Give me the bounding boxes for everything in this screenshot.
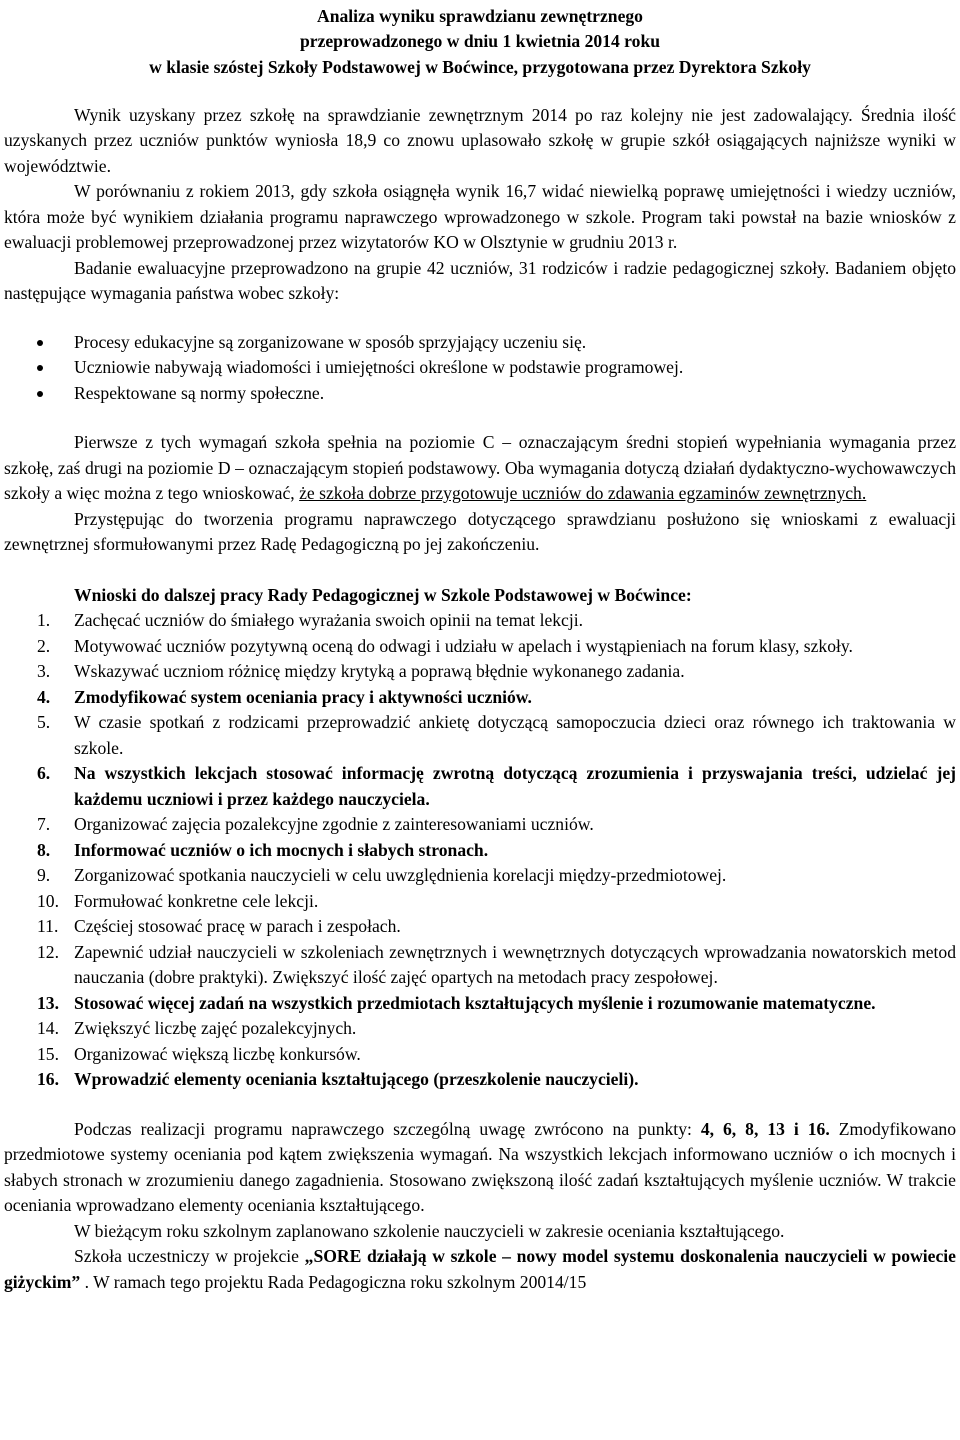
- intro-paragraph-1: Wynik uzyskany przez szkołę na sprawdzianie zewnętrznym 2014 po raz kolejny nie jest zadowalający. Średnia ilość uzyskanych przez uczniów punktów wyniosła 18,9 co znowu uplasowało szkołę w grupie szkół osiągających najniższe wyniki w województwie.: [4, 104, 956, 176]
- conclusion-text: Zmodyfikować system oceniania pracy i aktywności uczniów.: [74, 686, 532, 707]
- conclusion-number: 16.: [37, 1069, 59, 1090]
- conclusion-number: 10.: [37, 890, 59, 911]
- conclusion-item: [4, 710, 956, 761]
- bullet-icon: [37, 391, 43, 397]
- conclusion-item: [4, 608, 956, 634]
- conclusion-item: [4, 761, 956, 812]
- conclusion-number: 8.: [37, 839, 51, 860]
- conclusion-text: Wprowadzić elementy oceniania kształtującego (przeszkolenie nauczycieli).: [74, 1069, 639, 1090]
- conclusion-number: 11.: [37, 916, 59, 937]
- project-name: „SORE działają w szkole – nowy model systemu doskonalenia nauczycieli w powiecie giżyckim”: [4, 1246, 956, 1292]
- conclusion-item: [4, 914, 956, 940]
- conclusion-number: 12.: [37, 941, 59, 962]
- conclusion-item: [4, 1042, 956, 1068]
- conclusion-text: Organizować większą liczbę konkursów.: [74, 1043, 361, 1064]
- analysis-paragraph-1: Pierwsze z tych wymagań szkoła spełnia na poziomie C – oznaczającym średni stopień wypełniania wymagania przez szkołę, zaś drugi na poziomie D – oznaczającym stopień podstawowy. Oba wymagania dotyczą działań dydaktyczno-wychowawczych szkoły a więc można z tego wnioskować, że szkoła dobrze przygotowuje uczniów do zdawania egzaminów zewnętrznych.: [4, 432, 956, 504]
- conclusion-text: Motywować uczniów pozytywną oceną do odwagi i udziału w apelach i wystąpieniach na forum klasy, szkoły.: [74, 635, 853, 656]
- conclusion-number: 9.: [37, 865, 51, 886]
- document-title: [4, 0, 956, 80]
- conclusion-text: Zwiększyć liczbę zajęć pozalekcyjnych.: [74, 1018, 357, 1039]
- conclusion-item: [4, 634, 956, 660]
- requirement-item: Uczniowie nabywają wiadomości i umiejętności określone w podstawie programowej.: [4, 355, 956, 381]
- conclusion-item: [4, 685, 956, 711]
- conclusion-item: [4, 812, 956, 838]
- conclusion-text: Formułować konkretne cele lekcji.: [74, 890, 319, 911]
- intro-paragraph-3: Badanie ewaluacyjne przeprowadzono na grupie 42 uczniów, 31 rodziców i radzie pedagogicznej szkoły. Badaniem objęto następujące wymagania państwa wobec szkoły:: [4, 257, 956, 304]
- conclusion-text: Częściej stosować pracę w parach i zespołach.: [74, 916, 401, 937]
- title-line-1: Analiza wyniku sprawdzianu zewnętrznego: [317, 6, 643, 26]
- conclusion-number: 1.: [37, 610, 51, 631]
- conclusion-number: 6.: [37, 763, 51, 784]
- underlined-conclusion: że szkoła dobrze przygotowuje uczniów do zdawania egzaminów zewnętrznych.: [299, 483, 867, 504]
- conclusions-list: [4, 608, 956, 1093]
- summary-paragraph-2: W bieżącym roku szkolnym zaplanowano szkolenie nauczycieli w zakresie oceniania kształtującego.: [74, 1220, 785, 1241]
- requirement-item: Respektowane są normy społeczne.: [4, 381, 956, 407]
- conclusion-text: Stosować więcej zadań na wszystkich przedmiotach kształtujących myślenie i rozumowanie matematyczne.: [74, 992, 876, 1013]
- bullet-icon: [37, 365, 43, 371]
- conclusion-item: [4, 1016, 956, 1042]
- summary-paragraph-3: Szkoła uczestniczy w projekcie „SORE działają w szkole – nowy model systemu doskonalenia nauczycieli w powiecie giżyckim” . W ramach tego projektu Rada Pedagogiczna roku szkolnym 20014/15: [4, 1246, 956, 1292]
- conclusion-number: 4.: [37, 686, 51, 707]
- title-line-3: w klasie szóstej Szkoły Podstawowej w Boćwince, przygotowana przez Dyrektora Szkoły: [149, 56, 811, 77]
- bullet-icon: [37, 340, 43, 346]
- conclusion-number: 15.: [37, 1043, 59, 1064]
- conclusion-item: [4, 1067, 956, 1093]
- conclusion-text: Organizować zajęcia pozalekcyjne zgodnie z zainteresowaniami uczniów.: [74, 814, 594, 835]
- conclusion-number: 7.: [37, 814, 51, 835]
- conclusion-item: [4, 838, 956, 864]
- conclusion-text: Na wszystkich lekcjach stosować informację zwrotną dotyczącą zrozumienia i przyswajania treści, udzielać jej każdemu uczniowi i przez każdego nauczyciela.: [74, 763, 956, 809]
- analysis-paragraph-2: Przystępując do tworzenia programu naprawczego dotyczącego sprawdzianu posłużono się wnioskami z ewaluacji zewnętrznej sformułowanymi przez Radę Pedagogiczną po jej zakończeniu.: [4, 508, 956, 555]
- conclusion-item: [4, 940, 956, 991]
- conclusion-item: [4, 889, 956, 915]
- summary-paragraph-1: Podczas realizacji programu naprawczego szczególną uwagę zwrócono na punkty: 4, 6, 8, 13 i 16. Zmodyfikowano przedmiotowe systemy oceniania pod kątem zwiększenia wymagań. Na wszystkich lekcjach informowano uczniów o ich mocnych i słabych stronach w zrozumieniu danego zagadnienia. Stosowano zwiększoną ilość zadań kształtujących myślenie uczniów. W trakcie oceniania wprowadzano elementy oceniania kształtującego.: [4, 1118, 956, 1216]
- conclusion-text: Zapewnić udział nauczycieli w szkoleniach zewnętrznych i wewnętrznych dotyczących wprowadzania nowatorskich metod nauczania (dobre praktyki). Zwiększyć ilość zajęć opartych na metodach pracy zespołowej.: [74, 941, 956, 988]
- conclusion-text: Zorganizować spotkania nauczycieli w celu uwzględnienia korelacji między-przedmiotowej.: [74, 865, 727, 886]
- highlighted-points: 4, 6, 8, 13 i 16.: [700, 1118, 830, 1139]
- conclusion-number: 13.: [37, 992, 59, 1013]
- conclusions-heading: Wnioski do dalszej pracy Rady Pedagogicznej w Szkole Podstawowej w Boćwince:: [74, 584, 692, 605]
- conclusion-number: 14.: [37, 1018, 59, 1039]
- conclusion-item: [4, 863, 956, 889]
- conclusion-number: 2.: [37, 635, 51, 656]
- conclusion-item: [4, 991, 956, 1017]
- conclusion-number: 5.: [37, 712, 51, 733]
- title-line-2: przeprowadzonego w dniu 1 kwietnia 2014 roku: [299, 31, 661, 52]
- requirement-item: Procesy edukacyjne są zorganizowane w sposób sprzyjający uczeniu się.: [4, 330, 956, 356]
- conclusion-text: Wskazywać uczniom różnicę między krytyką a poprawą błędnie wykonanego zadania.: [74, 661, 685, 682]
- conclusion-text: W czasie spotkań z rodzicami przeprowadzić ankietę dotyczącą samopoczucia dzieci oraz równego ich traktowania w szkole.: [74, 712, 956, 758]
- conclusion-text: Zachęcać uczniów do śmiałego wyrażania swoich opinii na temat lekcji.: [74, 610, 584, 631]
- requirements-list: [4, 330, 956, 407]
- conclusion-item: [4, 659, 956, 685]
- intro-paragraph-2: W porównaniu z rokiem 2013, gdy szkoła osiągnęła wynik 16,7 widać niewielką poprawę umiejętności i wiedzy uczniów, która może być wynikiem działania programu naprawczego wprowadzonego w szkole. Program taki powstał na bazie wniosków z ewaluacji problemowej przeprowadzonej przez wizytatorów KO w Olsztynie w grudniu 2013 r.: [4, 181, 956, 253]
- conclusion-number: 3.: [37, 661, 51, 682]
- conclusion-text: Informować uczniów o ich mocnych i słabych stronach.: [74, 839, 489, 860]
